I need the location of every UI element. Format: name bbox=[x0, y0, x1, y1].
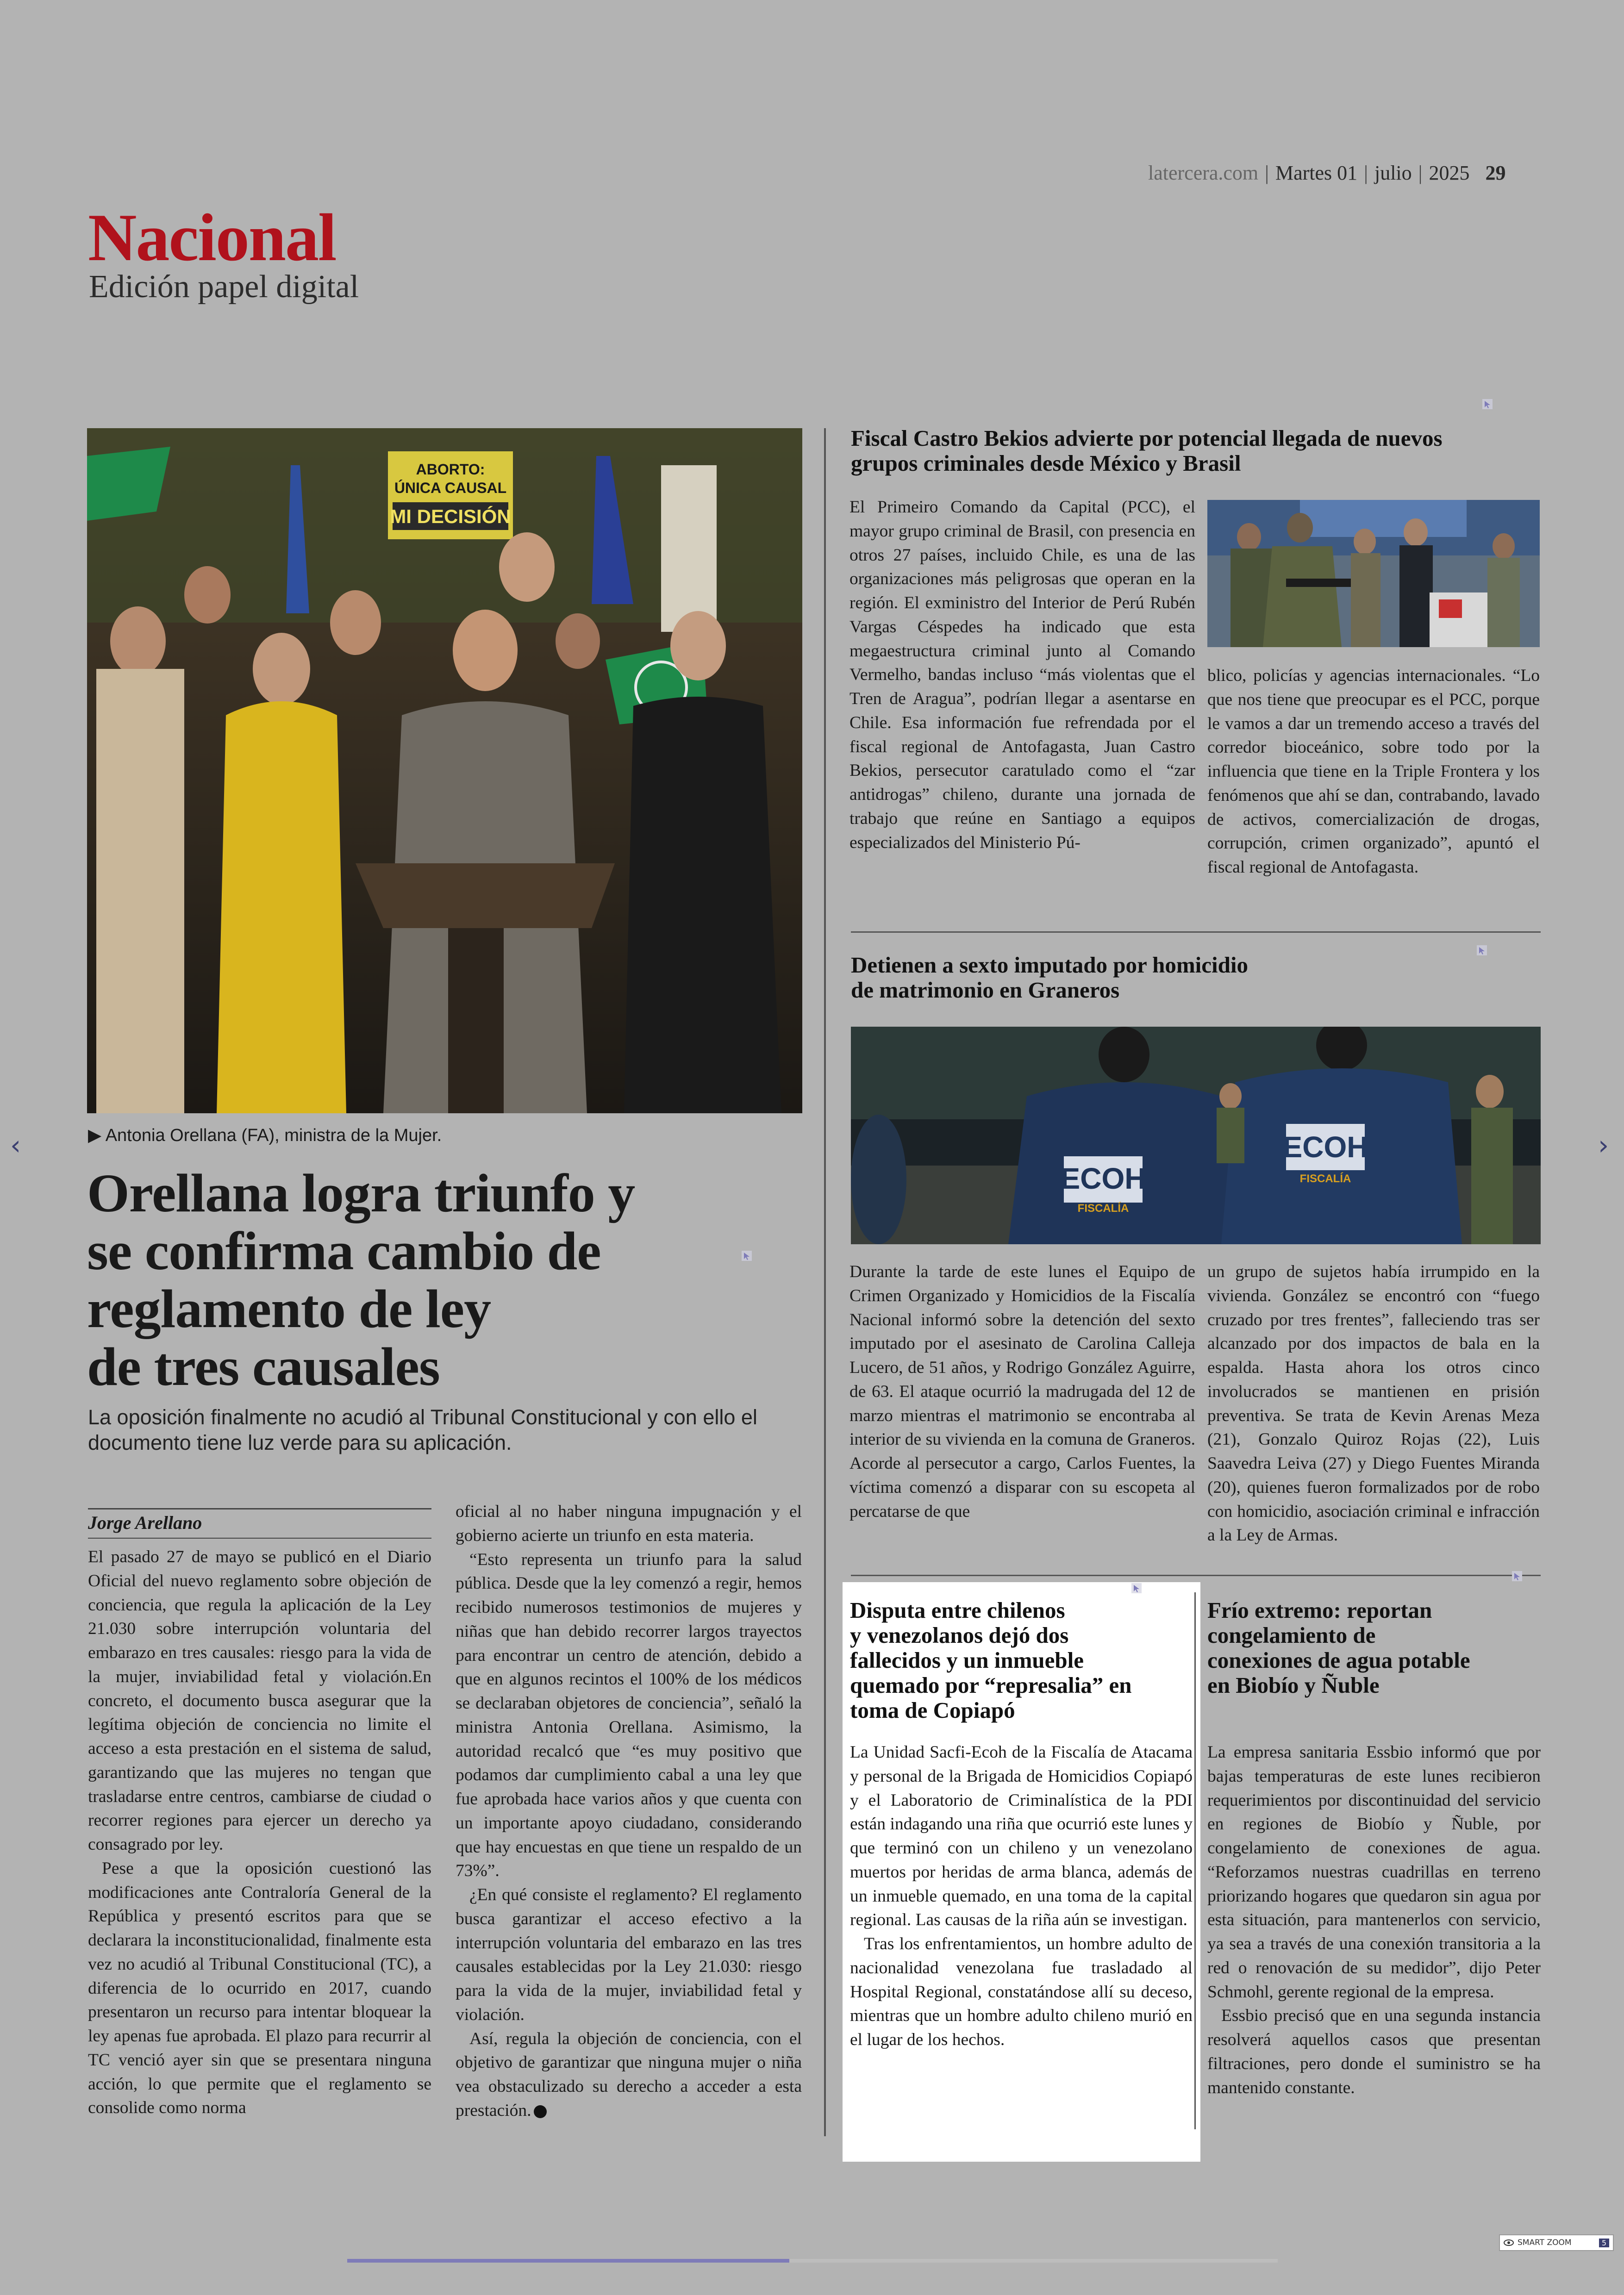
headline-line: toma de Copiapó bbox=[850, 1697, 1015, 1723]
sign-line-2: ÚNICA CAUSAL bbox=[394, 480, 507, 496]
article-link-icon[interactable] bbox=[741, 1250, 753, 1262]
frio-body bbox=[1207, 1740, 1541, 2100]
copiapo-headline[interactable] bbox=[850, 1598, 1193, 1722]
headline-line: congelamiento de bbox=[1207, 1622, 1376, 1648]
story-divider bbox=[851, 1575, 1541, 1576]
page-progress-fill bbox=[347, 2259, 789, 2263]
story-divider bbox=[851, 931, 1541, 933]
paragraph-text: Así, regula la objeción de conciencia, con el objetivo de garantizar que ninguna mujer o niña vea obstaculizado su derecho a acceder a esta prestación. bbox=[456, 2029, 802, 2120]
paragraph: El pasado 27 de mayo se publicó en el Diario Oficial del nuevo reglamento sobre objeción de conciencia, que regula la aplicación de la Ley 21.030 sobre interrupción voluntaria del embarazo en tres causales: riesgo para la vida de la mujer, inviabilidad fetal y violación.En concreto, el documento busca asegurar que la legítima objeción de conciencia no limite el acceso a esta prestación en el sistema de salud, garantizando que las mujeres no tengan que trasladarse entre centros, cambiarse de ciudad o recorrer regiones para ejercer un derecho ya consagrado por ley. bbox=[88, 1547, 431, 1854]
article-link-icon[interactable] bbox=[1131, 1582, 1143, 1594]
headline-line: conexiones de agua potable bbox=[1207, 1647, 1470, 1673]
smart-zoom-button[interactable] bbox=[1499, 2234, 1614, 2251]
author-rule bbox=[88, 1508, 431, 1509]
paragraph: oficial al no haber ninguna impugnación y el gobierno aciertе un triunfo en esta materia. bbox=[456, 1502, 802, 1545]
paragraph bbox=[456, 2027, 802, 2123]
article-link-icon[interactable] bbox=[1476, 944, 1488, 956]
headline-line: Disputa entre chilenos bbox=[850, 1597, 1065, 1623]
fiscalia-label: FISCALÍA bbox=[1077, 1202, 1129, 1215]
article-link-icon[interactable] bbox=[1511, 1570, 1523, 1582]
main-headline[interactable] bbox=[87, 1164, 781, 1396]
header-day: Martes 01 bbox=[1275, 162, 1358, 184]
column-divider bbox=[824, 428, 826, 2136]
paragraph: “Esto representa un triunfo para la salud pública. Desde que la ley comenzó a regir, hemos recibido numerosos testimonios de mujeres y niñas que han debido recorrer largos trayectos para encontrar un centro de atención, debido a que en algunos recintos el 100% de los médicos se declaraban objetores de conciencia”, señaló la ministra Antonia Orellana. Asimismo, la autoridad recalcó que “es muy positivo que podamos dar cumplimiento cabal a una ley que fue aprobada hace varios años y que cuenta con un importante apoyo ciudadano, considerando que hay encuestas en que tiene un respaldo de un 73%”. bbox=[456, 1550, 802, 1881]
paragraph: La Unidad Sacfi-Ecoh de la Fiscalía de Atacama y personal de la Brigada de Homicidios Copiapó y el Laboratorio de Criminalística de la PDI están indagando una riña que ocurrió este lunes y que terminó con un chileno y un venezolano muertos por heridas de arma blanca, además de un inmueble quemado, en una toma de la capital regional. Las causas de la riña aún se investigan. bbox=[850, 1743, 1193, 1930]
section-subtitle: Edición papel digital bbox=[89, 269, 359, 305]
next-page-icon[interactable]: › bbox=[1598, 1129, 1609, 1161]
main-body-col-1 bbox=[88, 1545, 431, 2120]
pcc-body-col-a: El Primeiro Comando da Capital (PCC), el mayor grupo criminal de Brasil, con presencia en otros 27 países, incluido Chile, es una de las organizaciones más peligrosas que operan en la región. El exministro del Interior de Perú Rubén Vargas Céspedes ha indicado que esta megaestructura criminal junto al Comando Vermelho, bandas incluso “más violentas que el Tren de Aragua”, podrían llegar a asentarse en Chile. Esa información fue refrendada por el fiscal regional de Antofagasta, Juan Castro Bekios, persecutor caratulado como el “zar antidrogas” chileno, durante una jornada de trabajo que reúne en Santiago a equipos especializados del Ministerio Pú- bbox=[849, 498, 1195, 852]
graneros-body-col-b: un grupo de sujetos había irrumpido en la vivienda. González se encontró con “fuego cruzado por tres frentes”, falleciendo tras ser alcanzado por dos impactos de bala en la espalda. Hasta ahora los otros cinco involucrados se mantienen en prisión preventiva. Se trata de Kevin Arenas Meza (21), Gonzalo Quiroz Rojas (22), Luis Saavedra Leiva (27) y Diego Fuentes Miranda (20), quienes fueron formalizados por de robo con homicidio, asociación criminal e infracción a la Ley de Armas. bbox=[1207, 1262, 1540, 1545]
graneros-headline[interactable] bbox=[851, 953, 1545, 1003]
headline-line: y venezolanos dejó dos bbox=[850, 1622, 1069, 1648]
frio-headline[interactable] bbox=[1207, 1598, 1541, 1698]
main-photo bbox=[87, 428, 802, 1113]
previous-page-icon[interactable]: ‹ bbox=[10, 1129, 21, 1161]
author-byline: Jorge Arellano bbox=[88, 1512, 202, 1533]
main-lead: La oposición finalmente no acudió al Tribunal Constitucional y con ello el documento tiene luz verde para su aplicación. bbox=[88, 1405, 757, 1454]
page-header: latercera.com | Martes 01 | julio | 2025 29 bbox=[1148, 162, 1506, 184]
caption-marker-icon: ▶ bbox=[88, 1126, 102, 1145]
graneros-photo bbox=[851, 1027, 1541, 1244]
headline-line: en Biobío y Ñuble bbox=[1207, 1672, 1380, 1698]
photo-caption bbox=[88, 1125, 442, 1146]
end-mark-icon bbox=[534, 2105, 547, 2118]
smart-zoom-value: 5 bbox=[1599, 2239, 1609, 2247]
page-number: 29 bbox=[1485, 162, 1506, 184]
main-body-col-2 bbox=[456, 1500, 802, 2123]
sign-line-3: MI DECISIÓN bbox=[390, 505, 511, 527]
smart-zoom-label: SMART ZOOM bbox=[1518, 2238, 1572, 2247]
headline-line: quemado por “represalia” en bbox=[850, 1672, 1132, 1698]
author-rule bbox=[88, 1538, 431, 1539]
header-year: 2025 bbox=[1429, 162, 1470, 184]
paragraph: La empresa sanitaria Essbio informó que por bajas temperaturas de este lunes recibieron requerimientos por discontinuidad del servicio en regiones de Biobío y Ñuble, por congelamiento de conexiones de agua. “Reforzamos nuestras cuadrillas en terreno priorizando hogares que quedaron sin agua por esta situación, para mantenerlos con servicio, ya sea a través de una conexión transitoria a la red o renovación de su medidor”, dijo Peter Schmohl, gerente regional de la empresa. bbox=[1207, 1743, 1541, 2002]
ecoh-label: ECOH bbox=[1060, 1162, 1146, 1195]
sign-line-1: ABORTO: bbox=[416, 461, 485, 478]
graneros-body-col-a: Durante la tarde de este lunes el Equipo de Crimen Organizado y Homicidios de la Fiscalía Nacional informó sobre la detención del sexto imputado por el asesinato de Carolina Calleja Lucero, de 51 años, y Rodrigo González Aguirre, de 63. El ataque ocurrió la madrugada del 12 de marzo mientras el matrimonio se encontraba al interior de su vivienda en la comuna de Graneros. Acorde al persecutor a cargo, Carlos Fuentes, la víctima comenzó a disparar con su escopeta al percatarse de que bbox=[849, 1262, 1195, 1521]
paragraph: Pese a que la oposición cuestionó las modificaciones ante Contraloría General de la República y presentó escritos para que se declarara la inconstitucionalidad, finalmente esta vez no acudió al Tribunal Constitucional (TC), a diferencia de lo ocurrido en 2017, cuando presentaron un recurso para intentar bloquear la ley apenas fue aprobada. El plazo para recurrir al TC venció ayer sin que se presentara ninguna acción, lo que permite que el reglamento se consolide como norma bbox=[88, 1858, 431, 2118]
headline-line: reglamento de ley bbox=[87, 1278, 491, 1340]
paragraph: Essbio precisó que en una segunda instancia resolverá aquellos casos que presentan filtraciones, pero donde el suministro se ha mantenido constante. bbox=[1207, 2006, 1541, 2097]
pcc-headline[interactable]: Fiscal Castro Bekios advierte por potencial llegada de nuevos grupos criminales desde México y Brasil bbox=[851, 425, 1443, 476]
pcc-photo bbox=[1207, 500, 1540, 647]
headline-line: Orellana logra triunfo y bbox=[87, 1163, 635, 1223]
eye-icon bbox=[1504, 2239, 1514, 2246]
paragraph: Tras los enfrentamientos, un hombre adulto de nacionalidad venezolana fue trasladado al Hospital Regional, constatándose allí su deceso, mientras que un hombre adulto chileno murió en el lugar de los hechos. bbox=[850, 1934, 1193, 2049]
section-title: Nacional bbox=[88, 200, 336, 275]
ecoh-label: ECOH bbox=[1282, 1130, 1368, 1164]
site-name: latercera.com bbox=[1148, 162, 1259, 184]
pcc-body-col-b: blico, policías y agencias internacionales. “Lo que nos tiene que preocupar es el PCC, porque le vamos a dar un tremendo acceso a través del corredor bioceánico, sobre todo por la influencia que tiene en la Triple Frontera y los fenómenos que ahí se dan, contrabando, lavado de activos, comercialización de drogas, corrupción, crimen organizado”, apuntó el fiscal regional de Antofagasta. bbox=[1207, 666, 1540, 877]
headline-line: fallecidos y un inmueble bbox=[850, 1647, 1084, 1673]
fiscalia-label: FISCALÍA bbox=[1299, 1172, 1351, 1185]
caption-text: Antonia Orellana (FA), ministra de la Mujer. bbox=[105, 1126, 442, 1145]
headline-line: Detienen a sexto imputado por homicidio bbox=[851, 952, 1248, 978]
headline-line: Frío extremo: reportan bbox=[1207, 1597, 1432, 1623]
header-month: julio bbox=[1374, 162, 1412, 184]
article-link-icon[interactable] bbox=[1481, 398, 1493, 410]
paragraph: ¿En qué consiste el reglamento? El reglamento busca garantizar el acceso efectivo a la interrupción voluntaria del embarazo en las tres causales establecidas por la Ley 21.030: riesgo para la vida de la mujer, inviabilidad fetal y violación. bbox=[456, 1885, 802, 2024]
headline-line: se confirma cambio de bbox=[87, 1221, 601, 1282]
headline-line: de tres causales bbox=[87, 1336, 440, 1397]
column-divider bbox=[1194, 1592, 1196, 2129]
headline-line: de matrimonio en Graneros bbox=[851, 977, 1120, 1003]
copiapo-body bbox=[850, 1740, 1193, 2052]
